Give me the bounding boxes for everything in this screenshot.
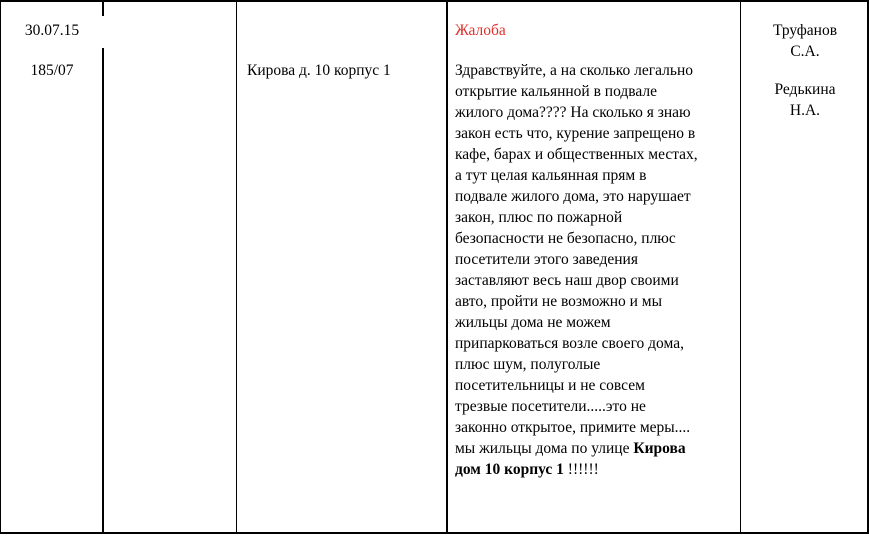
message-column-divider (446, 0, 448, 534)
message-line: жильцы дома не можем (455, 314, 611, 331)
author-2-initials: Н.А. (789, 102, 821, 119)
author-2 (742, 79, 868, 121)
message-line: подвале жилого дома, это нарушает (455, 188, 691, 205)
message-line: Здравствуйте, а на сколько легально (455, 62, 693, 79)
table-bottom-border (0, 532, 869, 534)
message-street-bold: Кирова (633, 440, 686, 457)
message-line: припарковаться возле своего дома, (455, 335, 684, 352)
message-line: безопасности не безопасно, плюс (455, 230, 676, 247)
date-column-divider-lower (102, 48, 104, 534)
record-address: Кирова д. 10 корпус 1 (247, 62, 391, 79)
record-type-label: Жалоба (455, 22, 506, 39)
table-top-border (0, 0, 869, 2)
message-line: посетители этого заведения (455, 251, 638, 268)
message-line: плюс шум, полуголые (455, 356, 601, 373)
record-number: 185/07 (30, 62, 74, 79)
message-line: заставляют весь наш двор своими (455, 272, 679, 289)
message-final-line (455, 459, 737, 480)
message-line-text: мы жильцы дома по улице (455, 440, 634, 457)
message-line-with-street (455, 438, 737, 459)
message-tail: !!!!!! (563, 461, 599, 478)
author-column-divider (740, 0, 741, 534)
message-line: посетительницы и не совсем (455, 377, 645, 394)
message-line: кафе, барах и общественных местах, (455, 146, 698, 163)
message-house-bold: дом 10 корпус 1 (455, 461, 564, 478)
author-1-surname: Труфанов (772, 22, 838, 39)
message-line: а тут целая кальянная прям в (455, 167, 647, 184)
author-1-initials: С.А. (790, 43, 820, 60)
complaint-message (455, 60, 737, 480)
message-line: закон есть что, курение запрещено в (455, 125, 696, 142)
author-2-surname: Редькина (774, 81, 836, 98)
message-line: законно открытое, примите меры.... (455, 419, 691, 436)
record-date: 30.07.15 (24, 22, 80, 39)
message-line: закон, плюс по пожарной (455, 209, 623, 226)
date-column-divider-upper (102, 0, 104, 16)
table-left-border (0, 0, 1, 534)
message-line: авто, пройти не возможно и мы (455, 293, 663, 310)
message-line: открытие кальянной в подвале (455, 83, 658, 100)
author-1 (742, 20, 868, 62)
address-column-divider (236, 0, 237, 534)
message-line: трезвые посетители.....это не (455, 398, 646, 415)
message-line: жилого дома???? На сколько я знаю (455, 104, 691, 121)
